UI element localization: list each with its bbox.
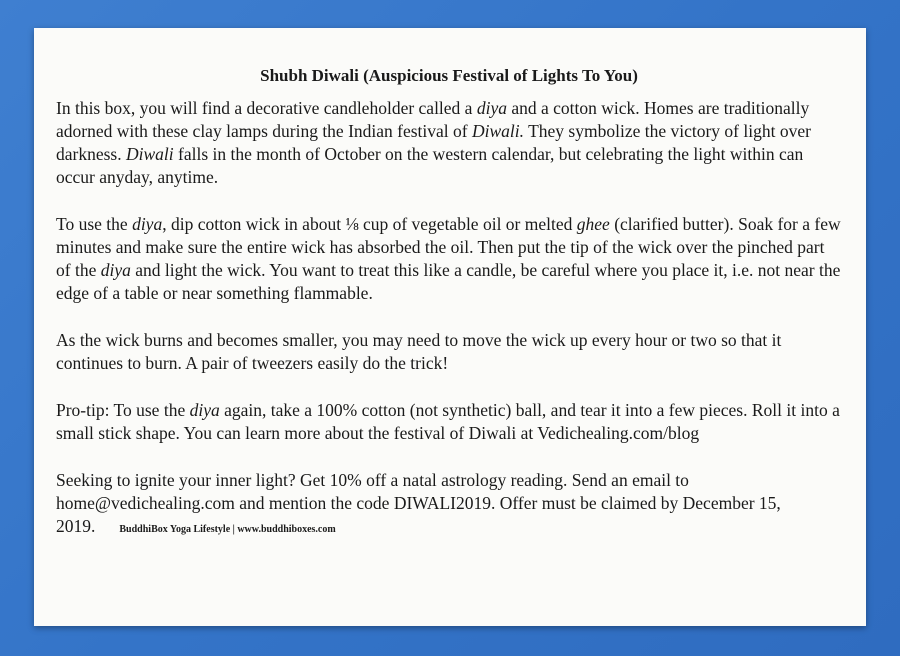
text: In this box, you will find a decorative candleholder called a bbox=[56, 98, 477, 118]
italic-term: ghee bbox=[576, 214, 610, 234]
paragraph-pro-tip bbox=[56, 399, 842, 445]
text: again, take a 100% cotton (not synthetic) ball, and tear it into a few pieces. Roll it into a small stick shape. You can learn more about the festival of Diwali at Vedichealing.com/blog bbox=[56, 400, 840, 443]
text: Seeking to ignite your inner light? Get 10% off a natal astrology reading. Send an email to home@vedichealing.com and mention the code DIWALI2019. Offer must be claimed by December 15, 2019. bbox=[56, 470, 781, 536]
footer-credit: BuddhiBox Yoga Lifestyle | www.buddhiboxes.com bbox=[119, 524, 336, 535]
italic-term: Diwali bbox=[125, 144, 174, 164]
text: falls in the month of October on the western calendar, but celebrating the light within can occur anyday, anytime. bbox=[56, 144, 804, 187]
text: Pro-tip: To use the bbox=[56, 400, 190, 420]
text: and a cotton wick. Homes are traditionally adorned with these clay lamps during the Indian festival of bbox=[56, 98, 810, 141]
text: (clarified butter). Soak for a few minutes and make sure the entire wick has absorbed the oil. Then put the tip of the wick over the pinched part of the bbox=[56, 214, 841, 280]
info-card bbox=[34, 28, 866, 626]
italic-term: diya bbox=[132, 214, 163, 234]
text: and light the wick. You want to treat this like a candle, be careful where you place it, i.e. not near the edge of a table or near something flammable. bbox=[56, 260, 841, 303]
italic-term: Diwali. bbox=[472, 121, 525, 141]
italic-term: diya bbox=[100, 260, 131, 280]
paragraph-wick-care: As the wick burns and becomes smaller, you may need to move the wick up every hour or two so that it continues to burn. A pair of tweezers easily do the trick! bbox=[56, 330, 782, 373]
italic-term: diya bbox=[189, 400, 220, 420]
text: , dip cotton wick in about ⅛ cup of vegetable oil or melted bbox=[162, 214, 577, 234]
card-title: Shubh Diwali (Auspicious Festival of Lights To You) bbox=[260, 66, 638, 85]
paragraph-offer bbox=[56, 469, 842, 541]
text: They symbolize the victory of light over darkness. bbox=[56, 121, 811, 164]
text: To use the bbox=[56, 214, 133, 234]
italic-term: diya bbox=[476, 98, 507, 118]
paragraph-intro bbox=[56, 97, 842, 189]
paragraph-instructions bbox=[56, 213, 842, 305]
